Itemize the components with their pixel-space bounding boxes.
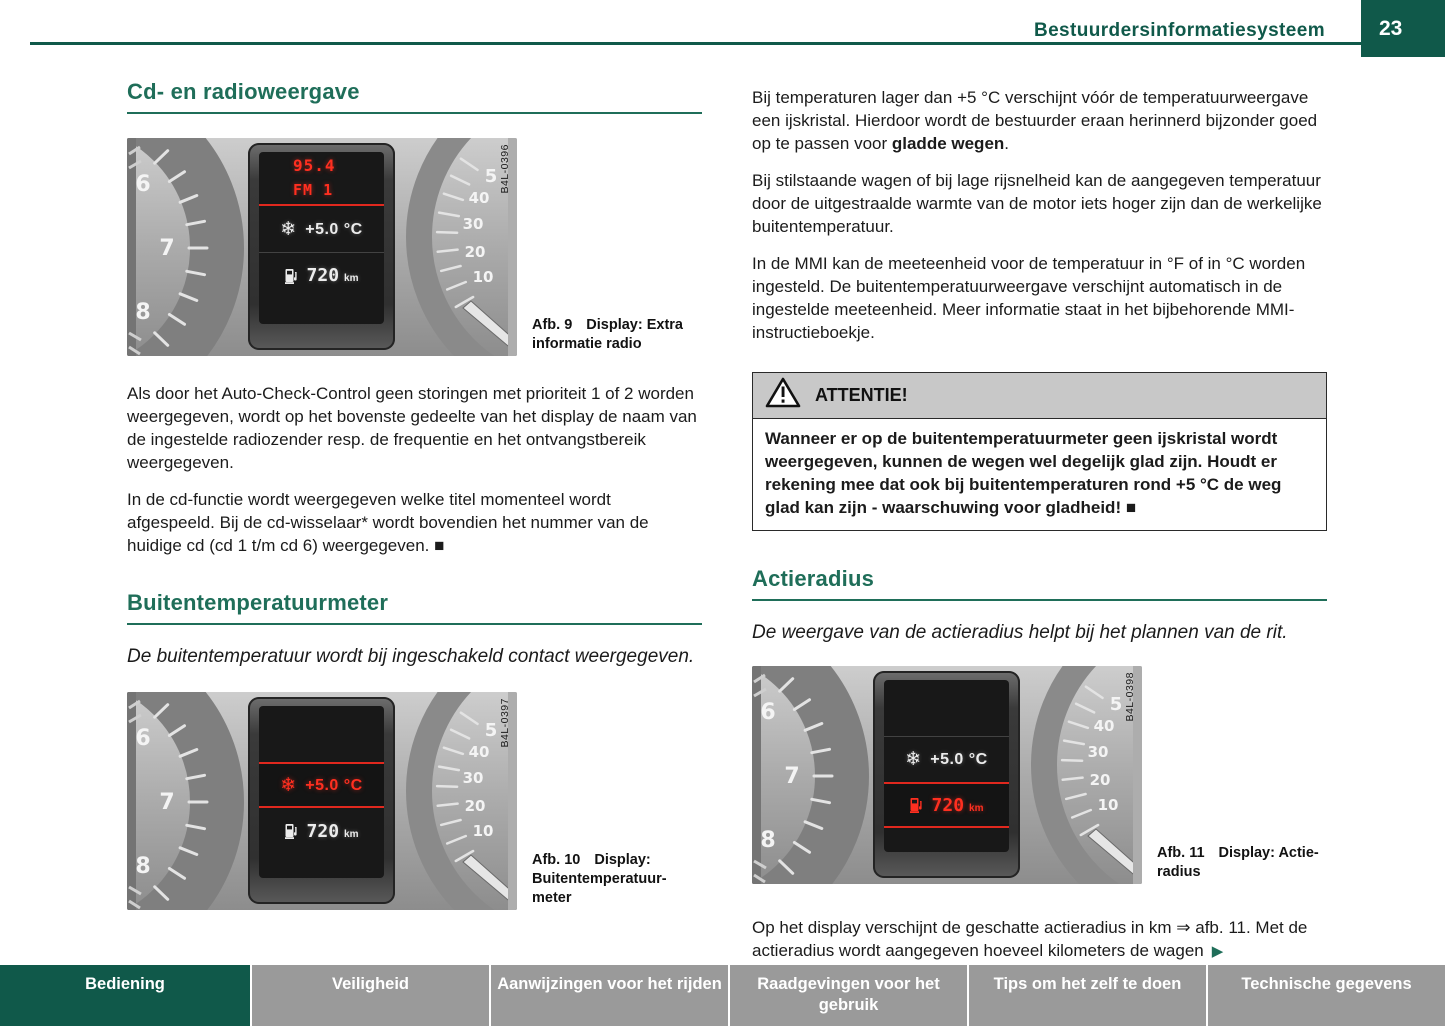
paragraph-text: Bij temperaturen lager dan +5 °C verschijnt vóór de temperatuurweergave een ijskristal. Hierdoor wordt de bestuurder eraan herinnerd bijzonder goed op te passen voor (752, 88, 1318, 153)
section-title-cd-radio: Cd- en radioweergave (127, 79, 360, 104)
gauge-number: 10 (1097, 796, 1119, 814)
footer-tab-technische-gegevens: Technische gegevens (1208, 965, 1445, 1026)
gauge-number: 6 (135, 726, 151, 751)
page-title: Bestuurdersinformatiesysteem (1033, 20, 1325, 41)
snowflake-icon: ❄ (280, 218, 297, 240)
gauge-number: 5 (484, 720, 498, 741)
gauge-number: 8 (135, 300, 151, 325)
gauge-number: 40 (1093, 717, 1115, 735)
fuel-pump-icon (910, 797, 923, 813)
left-column (127, 80, 702, 910)
warning-triangle-icon (765, 377, 801, 414)
footer-tab-veiligheid: Veiligheid (252, 965, 489, 1026)
gauge-number: 8 (760, 828, 776, 853)
gauge-number: 8 (135, 854, 151, 879)
figure-caption-afb9 (532, 316, 710, 354)
footer-tab-aanwijzingen: Aanwijzingen voor het rijden (491, 965, 728, 1026)
paragraph-text: Op het display verschijnt de geschatte actieradius in km ⇒ afb. 11. Met de actieradius wordt aangegeven hoeveel kilometers de wagen (752, 918, 1308, 960)
figure-caption-text: Display: Actie-radius (1157, 845, 1319, 880)
range-section-highlighted (884, 782, 1009, 828)
outside-temperature: +5.0 °C (305, 220, 363, 238)
gauge-number: 7 (159, 790, 175, 815)
section-title-actieradius: Actieradius (752, 566, 875, 591)
range-unit: km (344, 273, 359, 284)
fuel-pump-icon (285, 823, 298, 839)
gauge-number: 40 (468, 743, 490, 761)
paragraph: Bij stilstaande wagen of bij lage rijsnelheid kan de aangegeven temperatuur door de uitgestraalde warmte van de motor iets hoger zijn dan de werkelijke buitentemperatuur. (752, 171, 1322, 236)
footer-tab-bar (0, 965, 1445, 1026)
paragraph: In de MMI kan de meeteenheid voor de temperatuur in °F of in °C worden ingesteld. De buitentemperatuurweergave verschijnt automatisch in de ingestelde meeteenheid. Meer informatie staat in het bijbehorende MMI-instructieboekje. (752, 254, 1306, 342)
range-section (259, 808, 384, 854)
radio-frequency: 95.4 (293, 156, 336, 175)
section-title-buitentemperatuurmeter: Buitentemperatuurmeter (127, 590, 389, 615)
figure-caption-label: Afb. 9 (532, 317, 573, 333)
continue-arrow-marker: ▶ (1211, 943, 1224, 960)
intro-paragraph: De weergave van de actieradius helpt bij het plannen van de rit. (752, 622, 1288, 643)
figure-caption-afb11 (1157, 844, 1335, 882)
range-unit: km (344, 828, 359, 840)
display-screen (884, 680, 1009, 852)
gauge-number: 30 (462, 769, 484, 787)
display-screen (259, 152, 384, 324)
gauge-number: 10 (472, 268, 494, 286)
page-number: 23 (1361, 0, 1445, 57)
empty-section (884, 680, 1009, 736)
footer-tab-raadgevingen: Raadgevingen voor het gebruik (730, 965, 967, 1026)
figure-afb10 (127, 692, 702, 910)
radio-band: FM 1 (293, 181, 334, 199)
warning-text: Wanneer er op de buitentemperatuurmeter geen ijskristal wordt weergegeven, kunnen de wegen wel degelijk glad zijn. Houdt er rekening mee dat ook bij buitentemperaturen rond +5 °C de weg glad kan zijn - waarschuwing voor gladheid! ■ (753, 419, 1326, 530)
figure-caption-text: Display: Extra informatie radio (532, 317, 683, 352)
figure-code: B4L-0396 (499, 144, 511, 194)
gauge-number: 20 (464, 797, 486, 815)
figure-afb9 (127, 138, 702, 356)
display-bezel (873, 671, 1020, 878)
temperature-section (259, 206, 384, 252)
intro-paragraph: De buitentemperatuur wordt bij ingeschakeld contact weergegeven. (127, 646, 695, 667)
gauge-number: 5 (484, 166, 498, 187)
warning-title: ATTENTIE! (815, 385, 908, 405)
gauge-number: 30 (1087, 743, 1109, 761)
radio-info-section (259, 152, 384, 206)
outside-temperature: +5.0 °C (305, 776, 363, 794)
figure-afb11 (752, 666, 1327, 884)
figure-caption-label: Afb. 10 (532, 852, 581, 868)
empty-section (259, 706, 384, 762)
outside-temperature: +5.0 °C (930, 751, 988, 768)
display-bezel (248, 697, 395, 904)
figure-caption-afb10 (532, 851, 682, 908)
figure-caption-label: Afb. 11 (1157, 845, 1205, 861)
right-column (752, 80, 1327, 963)
display-bezel (248, 143, 395, 350)
warning-box (752, 372, 1327, 531)
fuel-pump-icon (285, 268, 298, 284)
range-unit: km (969, 802, 984, 814)
instrument-cluster-image-afb11 (752, 666, 1142, 884)
figure-code: B4L-0398 (1124, 672, 1136, 722)
display-screen (259, 706, 384, 878)
gauge-number: 30 (462, 215, 484, 233)
range-value: 720 (306, 820, 340, 842)
paragraph-bold-text: gladde wegen (891, 134, 1005, 153)
range-section (259, 252, 384, 298)
figure-code: B4L-0397 (499, 698, 511, 748)
section-rule (752, 599, 1327, 601)
footer-tab-tips: Tips om het zelf te doen (969, 965, 1206, 1026)
paragraph-text: . (1004, 134, 1010, 153)
gauge-number: 40 (468, 189, 490, 207)
gauge-number: 5 (1109, 694, 1123, 715)
gauge-number: 6 (135, 172, 151, 197)
instrument-cluster-image-afb10 (127, 692, 517, 910)
warning-header (753, 373, 1326, 419)
paragraph: Als door het Auto-Check-Control geen storingen met prioriteit 1 of 2 worden weergegeven, wordt op het bovenste gedeelte van het display de naam van de ingestelde radiozender resp. de frequentie en het ontvangstbereik weergegeven. (127, 384, 697, 472)
header-rule (30, 42, 1361, 45)
gauge-number: 6 (760, 700, 776, 725)
paragraph (752, 86, 1327, 155)
range-value: 720 (306, 265, 340, 286)
range-value: 720 (931, 794, 965, 816)
temperature-section (884, 736, 1009, 782)
gauge-number: 7 (784, 764, 800, 789)
section-rule (127, 112, 702, 114)
section-rule (127, 623, 702, 625)
figure-caption-text: Display: Buitentemperatuur-meter (532, 852, 667, 906)
gauge-number: 20 (1089, 771, 1111, 789)
paragraph: In de cd-functie wordt weergegeven welke titel momenteel wordt afgespeeld. Bij de cd-wisselaar* wordt bovendien het nummer van de huidige cd (cd 1 t/m cd 6) weergegeven. ■ (127, 490, 649, 555)
gauge-number: 7 (159, 236, 175, 261)
snowflake-icon: ❄ (905, 749, 922, 770)
gauge-number: 10 (472, 822, 494, 840)
instrument-cluster-image-afb9 (127, 138, 517, 356)
temperature-section-highlighted (259, 762, 384, 808)
snowflake-icon: ❄ (280, 774, 297, 796)
gauge-number: 20 (464, 243, 486, 261)
paragraph (752, 916, 1327, 963)
footer-tab-bediening: Bediening (0, 965, 250, 1026)
